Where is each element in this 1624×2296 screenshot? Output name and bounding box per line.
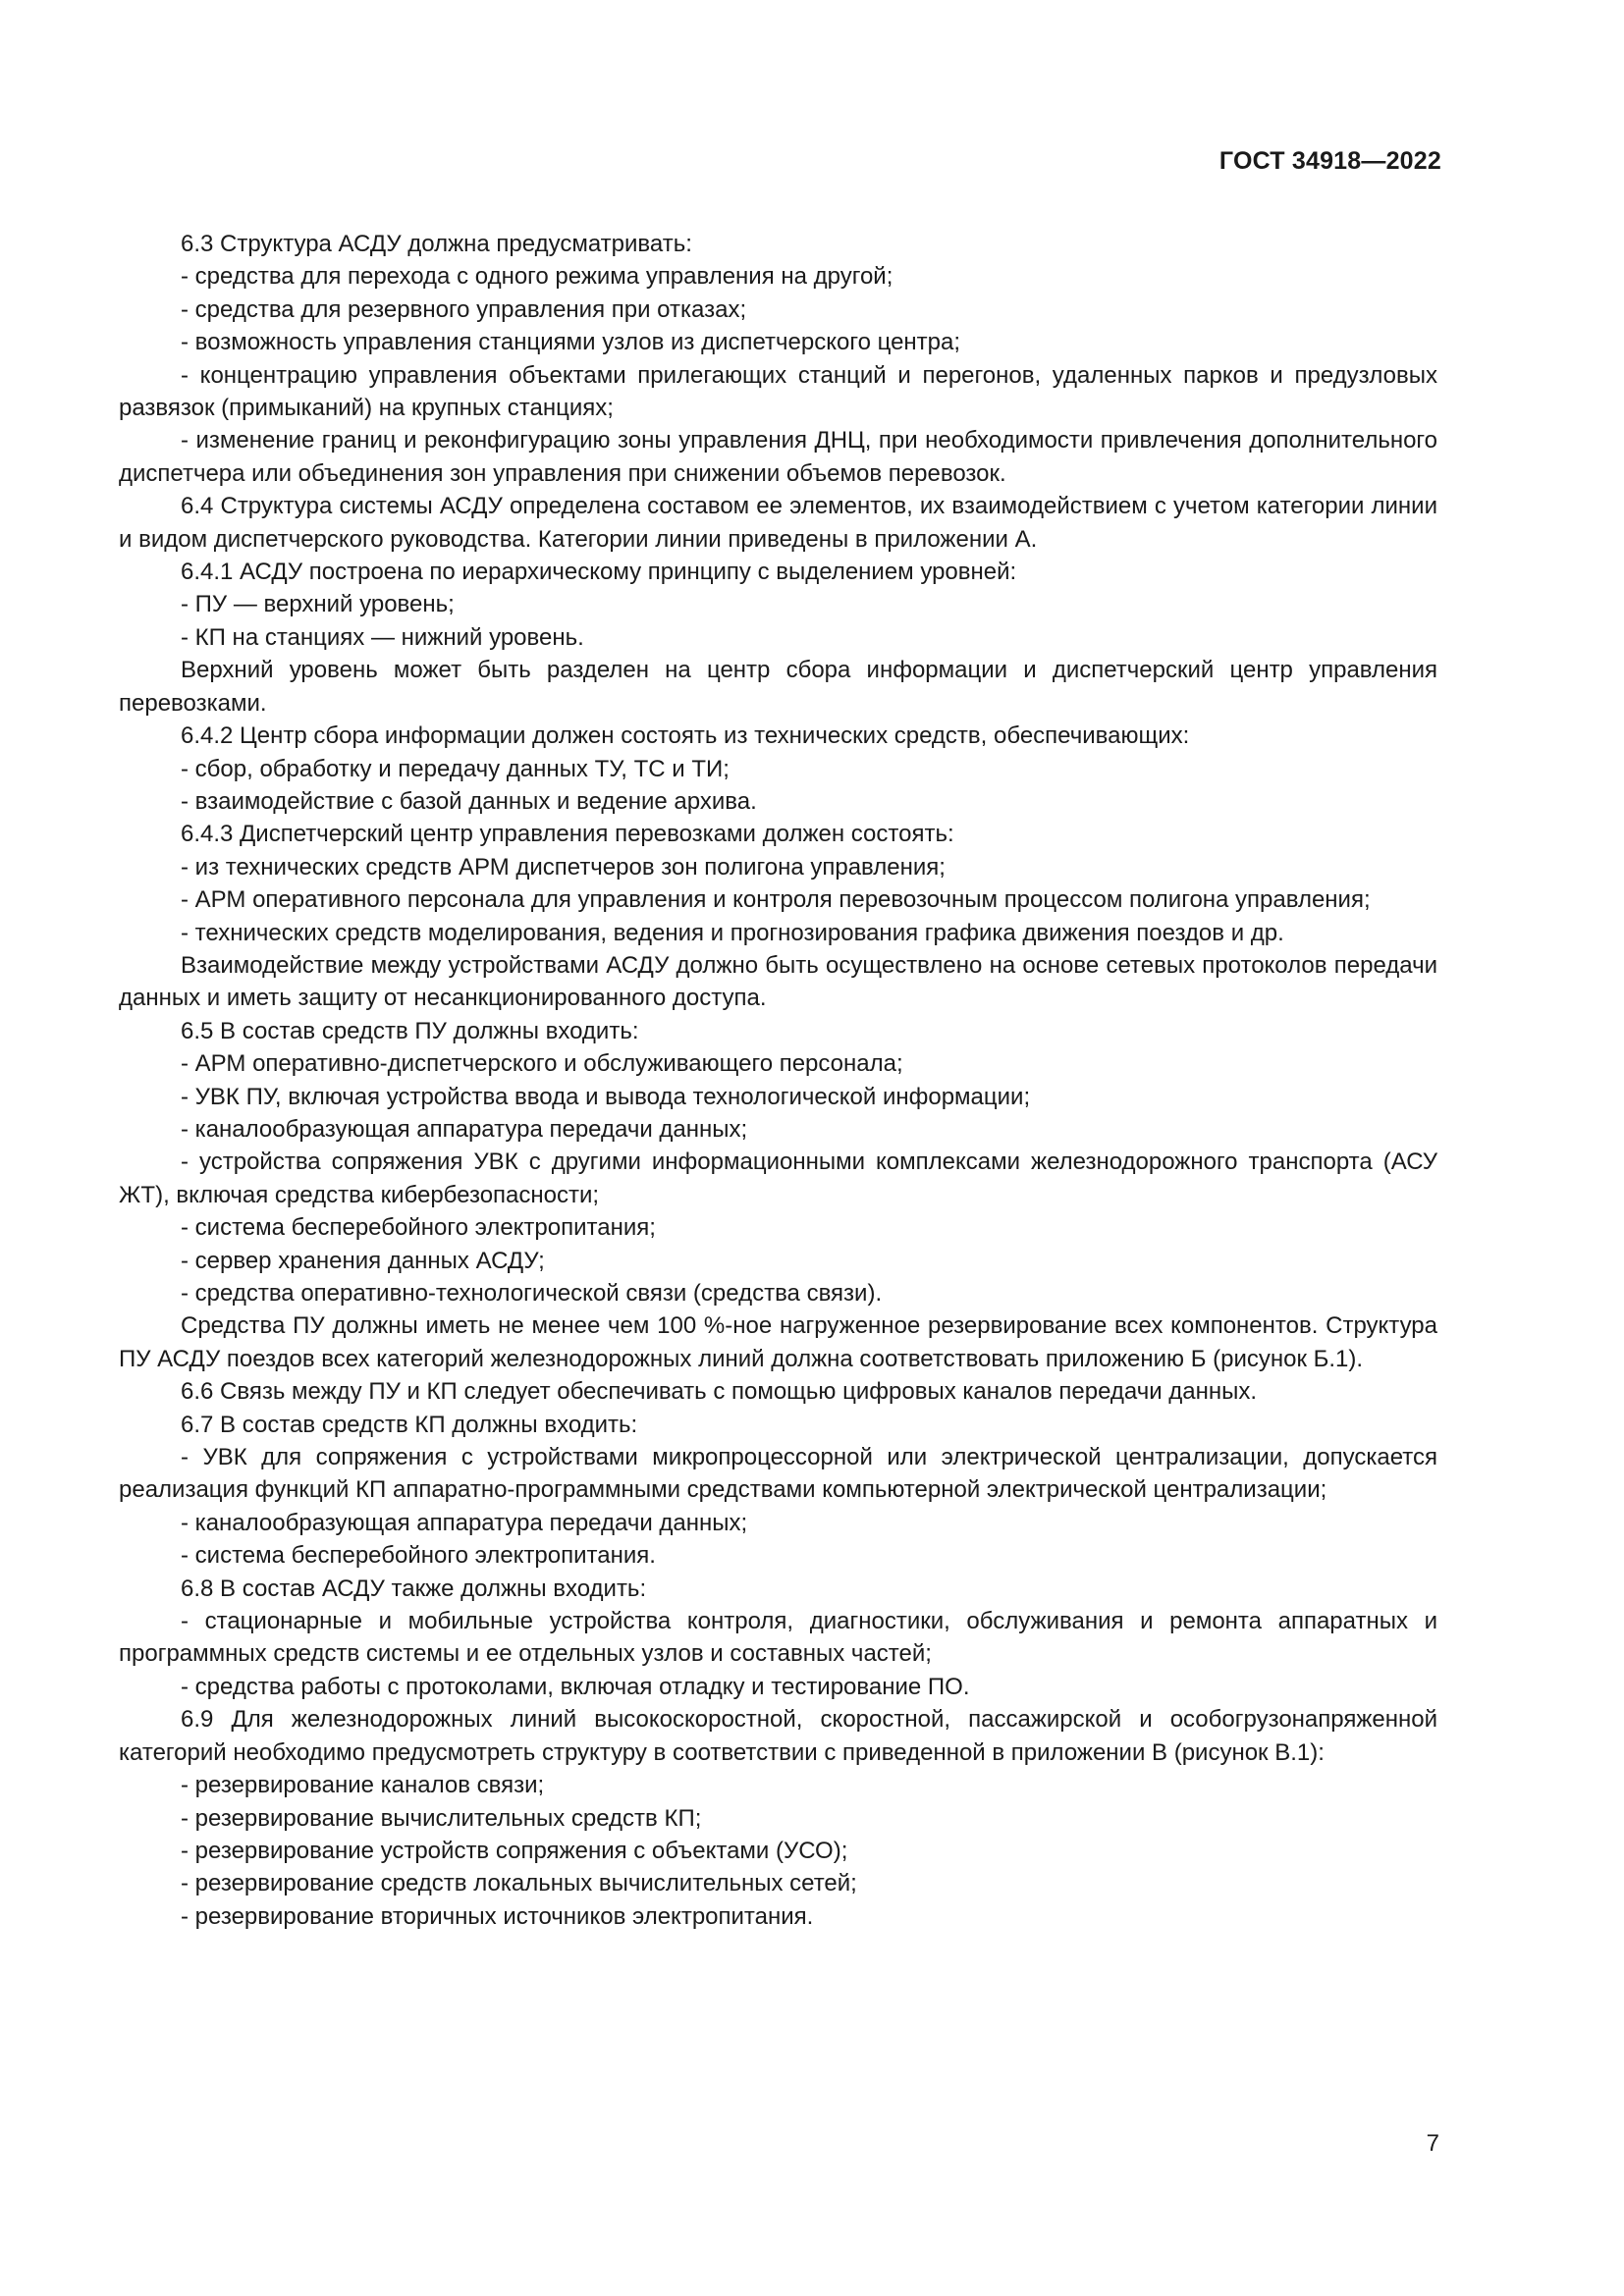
paragraph: - УВК ПУ, включая устройства ввода и вывода технологической информации; (181, 1083, 1031, 1110)
paragraph: - средства для перехода с одного режима управления на другой; (181, 263, 893, 291)
paragraph: 6.5 В состав средств ПУ должны входить: (181, 1017, 639, 1044)
paragraph: - резервирование вычислительных средств КП; (181, 1804, 702, 1832)
paragraph: - сервер хранения данных АСДУ; (181, 1247, 545, 1274)
paragraph: - средства оперативно-технологической связи (средства связи). (181, 1280, 883, 1307)
paragraph: - УВК для сопряжения с устройствами микропроцессорной или электрической централизации, допускается реализация функций КП аппаратно-программными средствами компьютерной электрической централизации; (119, 1444, 1437, 1504)
paragraph: - средства работы с протоколами, включая отладку и тестирование ПО. (181, 1673, 970, 1700)
paragraph: 6.8 В состав АСДУ также должны входить: (181, 1575, 647, 1602)
paragraph: - из технических средств АРМ диспетчеров зон полигона управления; (181, 853, 946, 881)
paragraph: 6.3 Структура АСДУ должна предусматривать: (181, 231, 692, 257)
paragraph: 6.7 В состав средств КП должны входить: (181, 1411, 638, 1438)
paragraph: - система бесперебойного электропитания. (181, 1542, 656, 1570)
paragraph: 6.4.1 АСДУ построена по иерархическому принципу с выделением уровней: (181, 559, 1017, 586)
paragraph: 6.4.2 Центр сбора информации должен состоять из технических средств, обеспечивающих: (181, 722, 1190, 750)
paragraph: 6.9 Для железнодорожных линий высокоскоростной, скоростной, пассажирской и особогрузонапряженной категорий необходимо предусмотреть структуру в соответствии с приведенной в приложении В (рисунок В.1): (119, 1706, 1437, 1766)
paragraph: - КП на станциях — нижний уровень. (181, 623, 584, 651)
paragraph: 6.6 Связь между ПУ и КП следует обеспечивать с помощью цифровых каналов передачи данных. (181, 1378, 1258, 1406)
paragraph: - резервирование устройств сопряжения с объектами (УСО); (181, 1837, 848, 1864)
paragraph: - каналообразующая аппаратура передачи данных; (181, 1509, 748, 1536)
paragraph: - стационарные и мобильные устройства контроля, диагностики, обслуживания и ремонта аппаратных и программных средств системы и ее отдельных узлов и составных частей; (119, 1608, 1437, 1668)
paragraph: 6.4.3 Диспетчерский центр управления перевозками должен состоять: (181, 821, 954, 848)
paragraph: Верхний уровень может быть разделен на центр сбора информации и диспетчерский центр управления перевозками. (119, 657, 1437, 717)
paragraph: - АРМ оперативного персонала для управления и контроля перевозочным процессом полигона управления; (181, 886, 1371, 914)
paragraph: - средства для резервного управления при отказах; (181, 295, 747, 323)
paragraph: - взаимодействие с базой данных и ведение архива. (181, 787, 757, 815)
paragraph: - изменение границ и реконфигурацию зоны управления ДНЦ, при необходимости привлечения дополнительного диспетчера или объединения зон управления при снижении объемов перевозок. (119, 427, 1437, 487)
paragraph: - концентрацию управления объектами прилегающих станций и перегонов, удаленных парков и предузловых развязок (примыканий) на крупных станциях; (119, 361, 1437, 422)
paragraph: - резервирование каналов связи; (181, 1772, 545, 1799)
paragraph: - резервирование средств локальных вычислительных сетей; (181, 1870, 857, 1897)
document-header: ГОСТ 34918—2022 (1218, 147, 1441, 175)
paragraph: - каналообразующая аппаратура передачи данных; (181, 1115, 748, 1143)
paragraph: Взаимодействие между устройствами АСДУ должно быть осуществлено на основе сетевых протоколов передачи данных и иметь защиту от несанкционированного доступа. (119, 951, 1437, 1012)
paragraph: Средства ПУ должны иметь не менее чем 100 %-ное нагруженное резервирование всех компонентов. Структура ПУ АСДУ поездов всех категорий железнодорожных линий должна соответствовать приложению Б (рисунок Б.1). (119, 1312, 1437, 1372)
paragraph: 6.4 Структура системы АСДУ определена составом ее элементов, их взаимодействием с учетом категории линии и видом диспетчерского руководства. Категории линии приведены в приложении А. (119, 493, 1437, 553)
paragraph: - АРМ оперативно-диспетчерского и обслуживающего персонала; (181, 1050, 903, 1078)
paragraph: - возможность управления станциями узлов из диспетчерского центра; (181, 329, 961, 356)
document-body (119, 228, 1437, 1933)
page-number: 7 (1426, 2130, 1439, 2157)
paragraph: - технических средств моделирования, ведения и прогнозирования графика движения поездов и др. (181, 919, 1284, 946)
paragraph: - система бесперебойного электропитания; (181, 1214, 656, 1242)
paragraph: - сбор, обработку и передачу данных ТУ, ТС и ТИ; (181, 755, 730, 782)
paragraph: - ПУ — верхний уровень; (181, 591, 455, 618)
paragraph: - резервирование вторичных источников электропитания. (181, 1902, 814, 1930)
paragraph: - устройства сопряжения УВК с другими информационными комплексами железнодорожного транспорта (АСУ ЖТ), включая средства кибербезопасности; (119, 1148, 1437, 1208)
